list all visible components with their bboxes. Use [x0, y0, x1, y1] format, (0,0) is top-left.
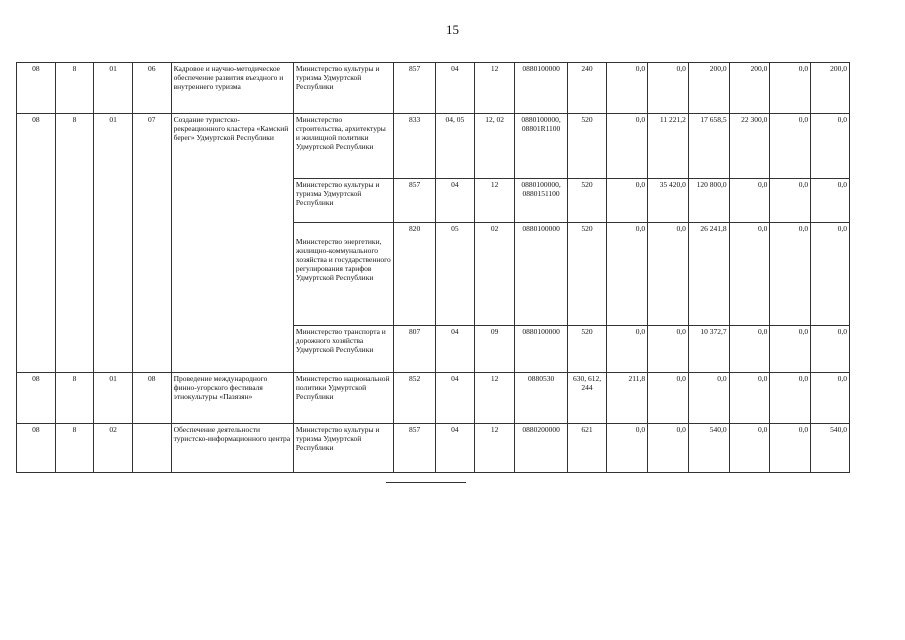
- rz-code: 05: [436, 223, 475, 326]
- amount-6: 200,0: [811, 63, 850, 114]
- measure-name: Кадровое и научно-методическое обеспечение развития въездного и внутреннего туризма: [171, 63, 293, 114]
- m-code: 07: [132, 114, 171, 373]
- pp-code: 8: [55, 63, 94, 114]
- executor: Министерство культуры и туризма Удмуртской Республики: [293, 63, 393, 114]
- pp-code: 8: [55, 114, 94, 373]
- grbs-code: 852: [394, 373, 436, 424]
- amount-5: 0,0: [770, 326, 811, 373]
- amount-4: 0,0: [729, 179, 770, 223]
- vr-code: 621: [567, 424, 607, 473]
- amount-2: 0,0: [648, 223, 689, 326]
- pr-code: 12: [474, 424, 515, 473]
- amount-6: 0,0: [811, 223, 850, 326]
- budget-table: [16, 62, 850, 473]
- amount-1: 0,0: [607, 63, 648, 114]
- amount-1: 0,0: [607, 179, 648, 223]
- amount-3: 540,0: [688, 424, 729, 473]
- amount-6: 0,0: [811, 114, 850, 179]
- amount-5: 0,0: [770, 223, 811, 326]
- grbs-code: 857: [394, 63, 436, 114]
- om-code: 02: [94, 424, 133, 473]
- csr-code: 0880100000: [515, 326, 567, 373]
- csr-code: 0880100000: [515, 223, 567, 326]
- pr-code: 12: [474, 179, 515, 223]
- table-row: [17, 373, 850, 424]
- gp-code: 08: [17, 373, 56, 424]
- amount-2: 11 221,2: [648, 114, 689, 179]
- amount-3: 0,0: [688, 373, 729, 424]
- table-row: [17, 114, 850, 179]
- table-row: [17, 424, 850, 473]
- executor: Министерство культуры и туризма Удмуртской Республики: [293, 179, 393, 223]
- pp-code: 8: [55, 424, 94, 473]
- rz-code: 04: [436, 63, 475, 114]
- gp-code: 08: [17, 114, 56, 373]
- amount-5: 0,0: [770, 179, 811, 223]
- vr-code: 520: [567, 114, 607, 179]
- pr-code: 12, 02: [474, 114, 515, 179]
- amount-6: 0,0: [811, 326, 850, 373]
- amount-6: 0,0: [811, 179, 850, 223]
- executor: Министерство энергетики, жилищно-коммунального хозяйства и государственного регулирования тарифов Удмуртской Республики: [293, 223, 393, 326]
- rz-code: 04: [436, 424, 475, 473]
- pr-code: 09: [474, 326, 515, 373]
- gp-code: 08: [17, 63, 56, 114]
- vr-code: 630, 612, 244: [567, 373, 607, 424]
- m-code: [132, 424, 171, 473]
- csr-code: 0880100000, 0880151100: [515, 179, 567, 223]
- amount-3: 17 658,5: [688, 114, 729, 179]
- amount-3: 10 372,7: [688, 326, 729, 373]
- grbs-code: 857: [394, 424, 436, 473]
- amount-2: 0,0: [648, 63, 689, 114]
- amount-5: 0,0: [770, 114, 811, 179]
- measure-name: Проведение международного финно-угорского фестиваля этнокультуры «Пазязян»: [171, 373, 293, 424]
- m-code: 06: [132, 63, 171, 114]
- pp-code: 8: [55, 373, 94, 424]
- amount-3: 120 800,0: [688, 179, 729, 223]
- amount-4: 22 300,0: [729, 114, 770, 179]
- executor: Министерство национальной политики Удмуртской Республики: [293, 373, 393, 424]
- vr-code: 520: [567, 179, 607, 223]
- grbs-code: 820: [394, 223, 436, 326]
- csr-code: 0880100000: [515, 63, 567, 114]
- amount-1: 0,0: [607, 424, 648, 473]
- amount-1: 0,0: [607, 326, 648, 373]
- om-code: 01: [94, 114, 133, 373]
- grbs-code: 857: [394, 179, 436, 223]
- amount-1: 0,0: [607, 223, 648, 326]
- amount-3: 26 241,8: [688, 223, 729, 326]
- amount-4: 200,0: [729, 63, 770, 114]
- rz-code: 04: [436, 326, 475, 373]
- rz-code: 04: [436, 179, 475, 223]
- amount-5: 0,0: [770, 424, 811, 473]
- pr-code: 12: [474, 373, 515, 424]
- gp-code: 08: [17, 424, 56, 473]
- amount-6: 540,0: [811, 424, 850, 473]
- amount-5: 0,0: [770, 63, 811, 114]
- pr-code: 12: [474, 63, 515, 114]
- om-code: 01: [94, 63, 133, 114]
- grbs-code: 807: [394, 326, 436, 373]
- vr-code: 520: [567, 326, 607, 373]
- amount-2: 35 420,0: [648, 179, 689, 223]
- amount-4: 0,0: [729, 424, 770, 473]
- amount-2: 0,0: [648, 373, 689, 424]
- measure-name: Создание туристско-рекреационного кластера «Камский берег» Удмуртской Республики: [171, 114, 293, 373]
- csr-code: 0880100000, 08801R1100: [515, 114, 567, 179]
- pr-code: 02: [474, 223, 515, 326]
- rz-code: 04, 05: [436, 114, 475, 179]
- amount-2: 0,0: [648, 424, 689, 473]
- amount-2: 0,0: [648, 326, 689, 373]
- amount-4: 0,0: [729, 373, 770, 424]
- executor: Министерство культуры и туризма Удмуртской Республики: [293, 424, 393, 473]
- om-code: 01: [94, 373, 133, 424]
- footer-divider: [386, 482, 466, 483]
- rz-code: 04: [436, 373, 475, 424]
- amount-1: 0,0: [607, 114, 648, 179]
- csr-code: 0880200000: [515, 424, 567, 473]
- vr-code: 520: [567, 223, 607, 326]
- amount-3: 200,0: [688, 63, 729, 114]
- executor: Министерство строительства, архитектуры и жилищной политики Удмуртской Республики: [293, 114, 393, 179]
- csr-code: 0880530: [515, 373, 567, 424]
- amount-4: 0,0: [729, 223, 770, 326]
- table-row: [17, 63, 850, 114]
- grbs-code: 833: [394, 114, 436, 179]
- m-code: 08: [132, 373, 171, 424]
- measure-name: Обеспечение деятельности туристско-информационного центра: [171, 424, 293, 473]
- vr-code: 240: [567, 63, 607, 114]
- page-number: 15: [446, 22, 459, 37]
- amount-4: 0,0: [729, 326, 770, 373]
- amount-5: 0,0: [770, 373, 811, 424]
- amount-6: 0,0: [811, 373, 850, 424]
- executor: Министерство транспорта и дорожного хозяйства Удмуртской Республики: [293, 326, 393, 373]
- amount-1: 211,8: [607, 373, 648, 424]
